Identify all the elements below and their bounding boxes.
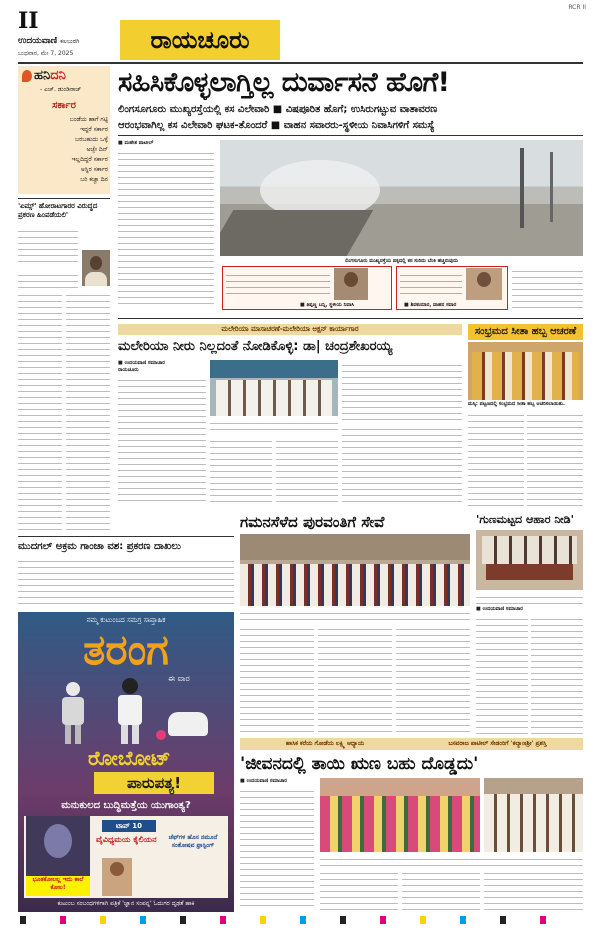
face-icon [90,256,102,270]
middle-strap: ಮಲೇರಿಯಾ ಮಾಸಾಚರಣೆ-ಮಲೇರಿಯಾ ಆಕ್ಷನ್ ಕಾರ್ಯಾಗಾರ [221,325,359,333]
quote-text-1 [226,270,330,298]
center-story2-body [396,624,470,734]
poem-line: ಬಂಡೆಯ ಹಾಗೆ ಗಟ್ಟಿ [69,116,108,123]
main-story-photo [220,140,583,256]
ad-horror-text: ಭೂತಕೋಲಲ್ಲ ಇದು ಕಾಲೆ ಕೋಲ! [32,876,84,891]
main-subheadline-1: ಲಿಂಗಸೂಗೂರು ಮುಖ್ಯರಸ್ತೆಯಲ್ಲಿ ಕಸ ವಿಲೇವಾರಿ ■ ವಿಷಪೂರಿತ ಹೊಗೆ; ಉಸಿರುಗಟ್ಟುವ ವಾತಾವರಣ [118,104,438,115]
quote-text-2 [400,270,462,298]
center-story2-headline: ಗಮನಸೆಳೆದ ಪುರವಂತಿಗೆ ಸೇವೆ [240,513,385,531]
robot-head [66,682,80,696]
hanidani-poem [20,115,108,185]
bottom-left-body [18,556,234,606]
left-col-rule [18,198,110,199]
hanidani-byline: - ಎಚ್. ಡುಂಡಿರಾಜ್ [40,86,82,93]
middle-story-body [118,375,206,505]
people-shape [482,536,577,564]
edition-label: ಕಲಬುರಗಿ [60,38,80,45]
center-story2-caption [240,608,470,620]
poem-line: ಇಲ್ಲದಿದ್ದರೆ ಸರ್ಕಾರ [71,156,108,163]
main-story-bottom-rule [118,318,583,319]
section-title: ರಾಯಚೂರು [150,26,250,54]
bottom-strap-left: ಹಾಸಿಕ ಕರೆಯ ಗೋಡೆಯ ಲಕ್ಷ್ಮಿ ಆಧ್ಯಾಯ [285,740,365,747]
middle-story-body [342,360,462,420]
bottom-story-photo-2 [484,778,583,852]
registration-marks [20,916,580,924]
right-story1-photo [468,342,583,400]
shirt-shape [85,272,107,286]
bottom-strap-right: ಬಸವರಾಜ ಪಾಟೀಲ್ ಸೇಡಂರಿಗೆ 'ಕಲ್ಯಾಣಶ್ರೀ' ಪ್ರಶಸ್ತಿ [448,740,547,747]
middle-story-body [210,436,272,506]
people-shape [320,796,480,852]
ad-film: ವೈವಿಧ್ಯಮಯ ಕೈಲಿಯನ [96,835,157,844]
right-story2-caption [476,592,583,604]
quote-photo-2 [466,268,502,300]
short-story-rule [18,536,234,537]
middle-photo-caption [210,418,338,432]
face-icon [110,862,124,876]
table-shape [486,564,573,580]
face-icon [477,272,491,287]
ad-top-line: ನಮ್ಮ ಕುಟುಂಬದ ಸಮಗ್ರ ಸಾಪ್ತಾಹಿಕ [86,616,166,624]
hanidani-heading: ಸರ್ಕಾರ [52,100,76,111]
ad-question: ಮನುಕುಲದ ಬುದ್ಧಿಮತ್ತೆಯ ಯುಗಾಂತ್ಯ? [61,800,191,811]
robot-legs [121,725,139,744]
ad-top10: ಟಾಪ್ 10 [116,822,142,830]
left-story-photo [82,250,110,286]
center-story2-body [318,624,392,734]
left-story-body [18,290,62,532]
ad-tagline: ಕುಟುಂಬ ಸಂಬಂಧಗಳಿಗಾಗಿ ಪತ್ರಿಕೆ 'ಜ್ಞಾನ ಸಂಪನ್ನ' ಓದುಗರ ದೃಢತೆ ಹಾಕಿ [57,900,195,907]
main-story-body [512,266,583,312]
left-story-body [18,226,78,266]
people-shape [216,380,332,416]
ad-feature-sub: ಪಾರುಪತ್ಯ! [126,774,182,792]
hanidani-title [34,68,66,83]
quote-name-1: ■ ತಿಪ್ಪಣ್ಣ ಬನ್ನಿ, ಸ್ಥಳೀಯ ನಿವಾಸಿ [300,302,355,308]
left-story-body [66,290,110,532]
main-reporter: ■ ಮಹೇಶ ಪಾಟೀಲ್ [118,140,154,146]
hanidani-logo-icon [22,70,32,82]
banner-shape [210,360,338,378]
quote-name-2: ■ ಶಿವಕುಮಾರ, ವಾಹನ ಸವಾರ [404,302,457,308]
bottom-headline: 'ಜೀವನದಲ್ಲಿ ತಾಯಿ ಋಣ ಬಹು ದೊಡ್ಡದು' [240,754,479,774]
middle-place: ರಾಯಚೂರು [118,367,139,373]
center-story2-body [240,624,314,734]
robot-icon [58,682,88,744]
pole-shape [520,148,524,228]
bottom-reporter: ■ ಉದಯವಾಣಿ ಸಮಾಚಾರ [240,778,287,784]
middle-story-photo [210,360,338,416]
robot-head [122,678,138,694]
middle-headline: ಮಲೇರಿಯಾ ನೀರು ನಿಲ್ಲದಂತೆ ನೋಡಿಕೊಳ್ಳಿ: ಡಾ| ಚಂದ್ರಶೇಖರಯ್ಯ [118,339,393,354]
right-story1-body [527,410,583,506]
mask-face-icon [44,824,72,858]
chef-photo [102,858,132,896]
middle-story-body [342,424,462,506]
poem-line: ಬರಿ ಕಚ್ಚಾ ದಿನ [80,176,108,183]
paper-name [18,36,79,46]
hanidani-title-black: ಹನಿ [34,68,51,83]
main-subheadline-2: ಆರಂಭವಾಗಿಲ್ಲ ಕಸ ವಿಲೇವಾರಿ ಘಟಕ-ತೊಂದರೆ ■ ವಾಹನ ಸವಾರರು-ಸ್ಥಳೀಯ ನಿವಾಸಿಗಳಿಗೆ ಸಮಸ್ಯೆ [118,120,435,131]
mask-figure [26,816,90,876]
right-story2-photo [476,530,583,590]
right-story1-headline: ಸಂಭ್ರಮದ ಸೀತಾ ಹಬ್ಬ ಆಚರಣೆ [474,326,577,337]
robot-body [118,695,142,725]
right-story1-body [468,410,524,506]
quote-photo-1 [334,268,368,300]
bottom-left-headline: ಮುದಗಲ್ ಅಕ್ರಮ ಗಾಂಜಾ ವಶ: ಪ್ರಕರಣ ದಾಖಲು [18,541,181,552]
masthead-rule [18,62,583,64]
left-story-headline: 'ಏಮ್ಸ್' ಹೋರಾಟಗಾರರ ವಿರುದ್ಧದ ಪ್ರಕರಣ ಹಿಂಪಡೆಯಲಿ' [18,202,98,219]
page-number: II [18,8,39,34]
taranga-ad [18,612,234,912]
right-story2-body [531,614,583,734]
bottom-photo-caption [320,854,583,866]
ad-chef: ಚೆಫ್‌ಗಳ ಹೊಸ ನಮೂನೆ ಸಂತೋಷವ ಫ್ರಾಸ್ಟಿಂಗ್ [168,834,218,849]
main-headline: ಸಹಿಸಿಕೊಳ್ಳಲಾಗ್ತಿಲ್ಲ ದುರ್ವಾಸನೆ ಹೊಗೆ! [118,67,450,98]
middle-reporter: ■ ಉದಯವಾಣಿ ಸಮಾಚಾರ [118,360,165,366]
building-shape [240,534,470,560]
left-story-body [18,270,78,288]
center-story2-photo [240,534,470,606]
bottom-story-body [402,868,480,910]
right-story2-reporter: ■ ಉದಯವಾಣಿ ಸಮಾಚಾರ [476,606,523,612]
robot-icon [113,678,147,744]
bottom-story-photo-1 [320,778,480,852]
ad-title: ತರಂಗ [83,625,169,674]
poem-line: ಇದ್ದರೆ ಸರ್ಕಾರ [80,126,108,133]
crowd-shape [240,564,470,606]
bottom-story-body [320,868,398,910]
pole-shape [550,152,553,222]
bottom-story-body [484,868,583,910]
bottom-story-body [240,786,314,910]
main-story-body [118,148,214,308]
ball-icon [156,730,166,740]
robot-legs [65,725,81,744]
road-shape [220,210,373,256]
poem-line: ಅಚ್ಛೇ ದಿನ್ [86,146,108,153]
right-story2-headline: 'ಗುಣಮಟ್ಟದ ಆಹಾರ ನೀಡಿ' [476,513,574,526]
ad-feature-title: ರೋಬೋಟ್ [88,746,171,770]
ad-sub: ಈ ವಾರ [168,674,190,683]
hanidani-title-red: ದನಿ [50,68,66,83]
poem-line: ಅಸ್ಥಿರ ಸರ್ಕಾರ [80,166,108,173]
date-line: ಬುಧವಾರ, ಮೇ 7, 2025 [18,50,74,57]
top-corner-label: RCR II [568,4,586,11]
people-shape [484,794,583,852]
sub-rule [118,135,583,136]
poem-line: ಬರಬಹುದು ಒಳ್ಳೆ [75,136,108,143]
middle-story-body [276,436,338,506]
face-icon [344,272,358,287]
right-story2-body [476,614,528,734]
robot-dog-icon [168,712,208,736]
right-story1-caption: ಮಸ್ಕಿ: ಪಟ್ಟಣದಲ್ಲಿ ಸಂಭ್ರಮದ ಸೀತಾ ಹಬ್ಬ ಆಚರಿಸಲಾಯಿತು. [468,401,565,407]
robot-body [62,697,84,725]
people-shape [472,352,579,400]
paper-name-text: ಉದಯವಾಣಿ [18,36,58,46]
main-photo-caption: ಲಿಂಗಸುಗೂರು ಮುಖ್ಯರಸ್ತೆಯ ಪಕ್ಕದಲ್ಲಿ ಕಸ ಸುರಿದು ಬೆಂಕಿ ಹಚ್ಚಿರುವುದು [344,258,459,264]
